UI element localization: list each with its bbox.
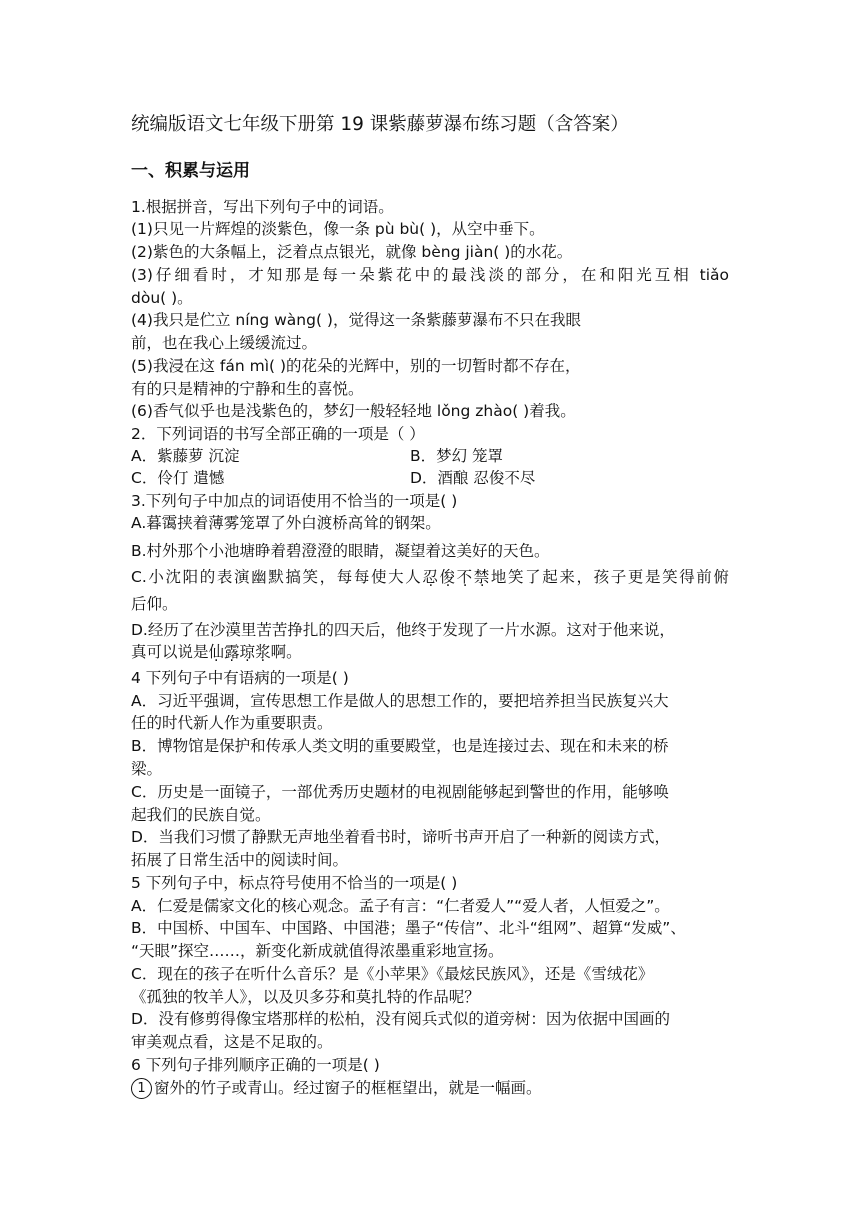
dotted-char: 琼 [239, 643, 256, 661]
dotted-char: 浆 [255, 643, 271, 661]
q2-option-c: C．伶仃 遣憾 [131, 469, 225, 487]
q5-line: B．中国桥、中国车、中国路、中国港；墨子“传信”、北斗“组网”、超算“发威”、 [131, 919, 686, 937]
q4-line: 起我们的民族自觉。 [131, 806, 271, 824]
q1-line: 有的只是精神的宁静和生的喜悦。 [131, 380, 364, 398]
q2-option-d: D．酒酿 忍俊不尽 [410, 469, 536, 487]
q3-option-c-cont: 后仰。 [131, 595, 178, 613]
q5-line: C．现在的孩子在听什么音乐？是《小苹果》《最炫民族风》，还是《雪绒花》 [131, 965, 654, 983]
q1-line: (2)紫色的大条幅上，泛着点点银光，就像 bèng jiàn( )的水花。 [131, 243, 573, 261]
q3-option-c [131, 566, 729, 588]
q5-line: A．仁爱是儒家文化的核心观念。孟子有言：“仁者爱人”“爱人者，人恒爱之”。 [131, 897, 670, 915]
q4-line: 任的时代新人作为重要职责。 [131, 714, 333, 732]
page-title: 统编版语文七年级下册第 19 课紫藤萝瀑布练习题（含答案） [131, 114, 629, 135]
q5-line: 《孤独的牧羊人》，以及贝多芬和莫扎特的作品呢？ [131, 988, 480, 1006]
q5-stem: 5 下列句子中，标点符号使用不恰当的一项是( ) [131, 874, 458, 892]
q3-option-b: B.村外那个小池塘睁着碧澄澄的眼睛，凝望着这美好的天色。 [131, 542, 550, 560]
q1-line: (1)只见一片辉煌的淡紫色，像一条 pù bù( )，从空中垂下。 [131, 220, 545, 238]
q5-line: 审美观点看，这是不足取的。 [131, 1033, 333, 1051]
q3-c-text: 地笑了起来，孩子更是笑得前俯 [490, 568, 729, 586]
q2-stem: 2．下列词语的书写全部正确的一项是（ ） [131, 425, 425, 443]
q1-line: (5)我浸在这 fán mì( )的花朵的光辉中，别的一切暂时都不存在， [131, 357, 581, 375]
q4-stem: 4 下列句子中有语病的一项是( ) [131, 669, 349, 687]
q2-option-b: B．梦幻 笼罩 [410, 447, 504, 465]
dotted-char: 露 [224, 643, 240, 661]
q6-sentence-1 [131, 1077, 542, 1099]
q5-line: “天眼”探空……，新变化新成就值得浓墨重彩地宣扬。 [131, 942, 504, 960]
q4-line: B．博物馆是保护和传承人类文明的重要殿堂，也是连接过去、现在和未来的桥 [131, 737, 669, 755]
q2-options-row [131, 467, 729, 489]
circled-number: 1 [131, 1078, 152, 1099]
q6-stem: 6 下列句子排列顺序正确的一项是( ) [131, 1056, 380, 1074]
dotted-char: 俊 [439, 568, 457, 586]
q1-line: (4)我只是伫立 níng wàng( )，觉得这一条紫藤萝瀑布不只在我眼 [131, 311, 581, 329]
q4-line: A．习近平强调，宣传思想工作是做人的思想工作的，要把培养担当民族复兴大 [131, 692, 669, 710]
dotted-char: 忍 [422, 568, 440, 586]
q4-line: 梁。 [131, 760, 163, 778]
q3-stem: 3.下列句子中加点的词语使用不恰当的一项是( ) [131, 492, 458, 510]
dotted-char: 仙 [208, 643, 225, 661]
q1-line: 前，也在我心上缓缓流过。 [131, 334, 318, 352]
q2-options-row [131, 445, 729, 467]
q1-line: dòu( )。 [131, 289, 193, 307]
q1-line: (3)仔细看时，才知那是每一朵紫花中的最浅淡的部分，在和阳光互相 tiǎo [131, 266, 729, 284]
q3-option-d: D.经历了在沙漠里苦苦挣扎的四天后，他终于发现了一片水源。这对于他来说， [131, 621, 675, 639]
q2-option-a: A．紫藤萝 沉淀 [131, 447, 240, 465]
q3-option-a: A.暮霭挟着薄雾笼罩了外白渡桥高耸的钢架。 [131, 514, 441, 532]
dotted-char: 不 [456, 568, 474, 586]
q4-line: 拓展了日常生活中的阅读时间。 [131, 851, 349, 869]
q3-d-text: 真可以说是 [131, 643, 209, 661]
q1-line: (6)香气似乎也是浅紫色的，梦幻一般轻轻地 lǒng zhào( )着我。 [131, 402, 576, 420]
section-heading: 一、积累与运用 [131, 161, 250, 181]
dotted-char: 禁 [473, 568, 491, 586]
q3-option-d-cont [131, 641, 302, 663]
q4-line: D．当我们习惯了静默无声地坐着看书时，谛听书声开启了一种新的阅读方式， [131, 828, 670, 846]
q4-line: C．历史是一面镜子，一部优秀历史题材的电视剧能够起到警世的作用，能够唤 [131, 783, 669, 801]
q1-stem: 1.根据拼音，写出下列句子中的词语。 [131, 198, 394, 216]
q5-line: D．没有修剪得像宝塔那样的松柏，没有阅兵式似的道旁树：因为依据中国画的 [131, 1010, 670, 1028]
q3-c-text: C.小沈阳的表演幽默搞笑，每每使大人 [131, 568, 423, 586]
q3-d-text: 啊。 [270, 643, 302, 661]
q6-sentence-text: 窗外的竹子或青山。经过窗子的框框望出，就是一幅画。 [154, 1079, 542, 1097]
